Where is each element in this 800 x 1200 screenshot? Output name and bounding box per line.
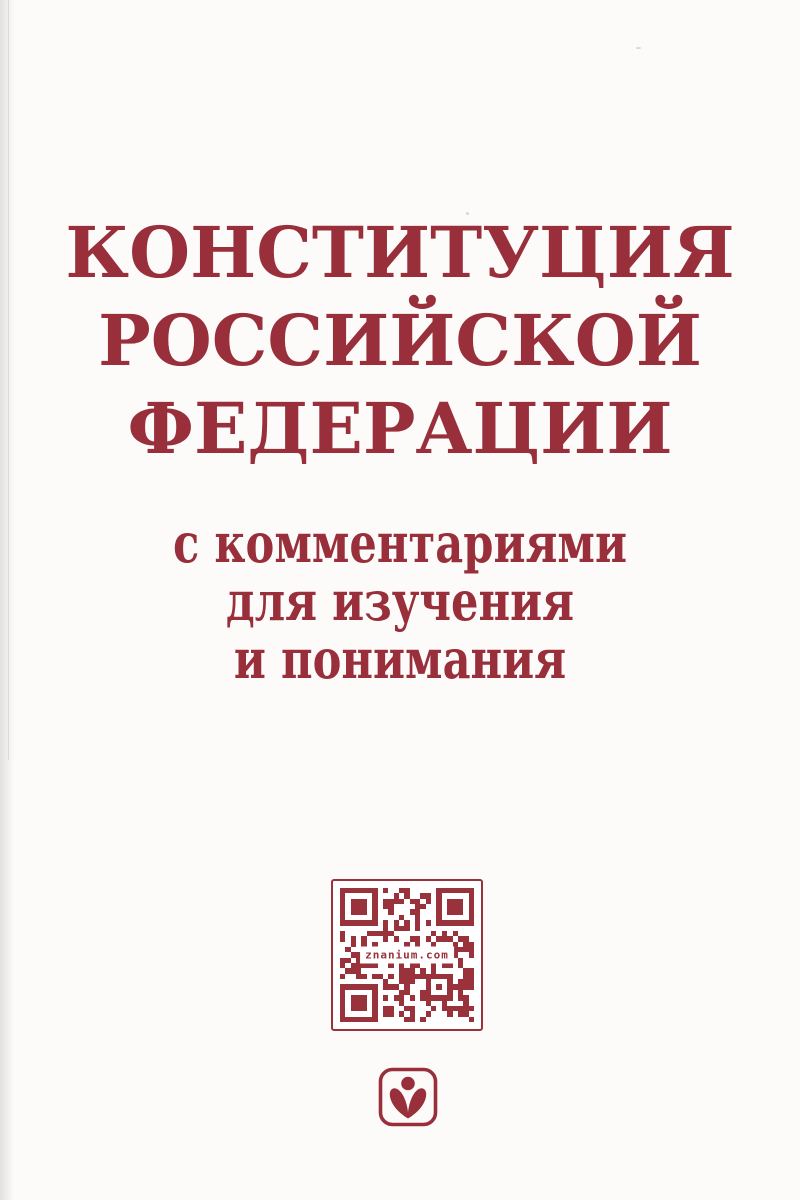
subtitle-line-1: с комментариями xyxy=(172,511,628,575)
publisher-logo-icon xyxy=(377,1066,439,1128)
subtitle-line-3: и понимания xyxy=(233,627,567,691)
subtitle-line-2: для изучения xyxy=(225,569,575,633)
qr-code xyxy=(331,879,483,1031)
title-line-3: ФЕДЕРАЦИИ xyxy=(127,387,673,470)
book-subtitle xyxy=(0,511,800,691)
title-line-1: КОНСТИТУЦИЯ xyxy=(65,211,735,294)
qr-label: znanium.com xyxy=(360,947,454,964)
book-title xyxy=(0,209,800,473)
title-line-2: РОССИЙСКОЙ xyxy=(98,299,702,382)
photo-speck xyxy=(636,47,641,49)
